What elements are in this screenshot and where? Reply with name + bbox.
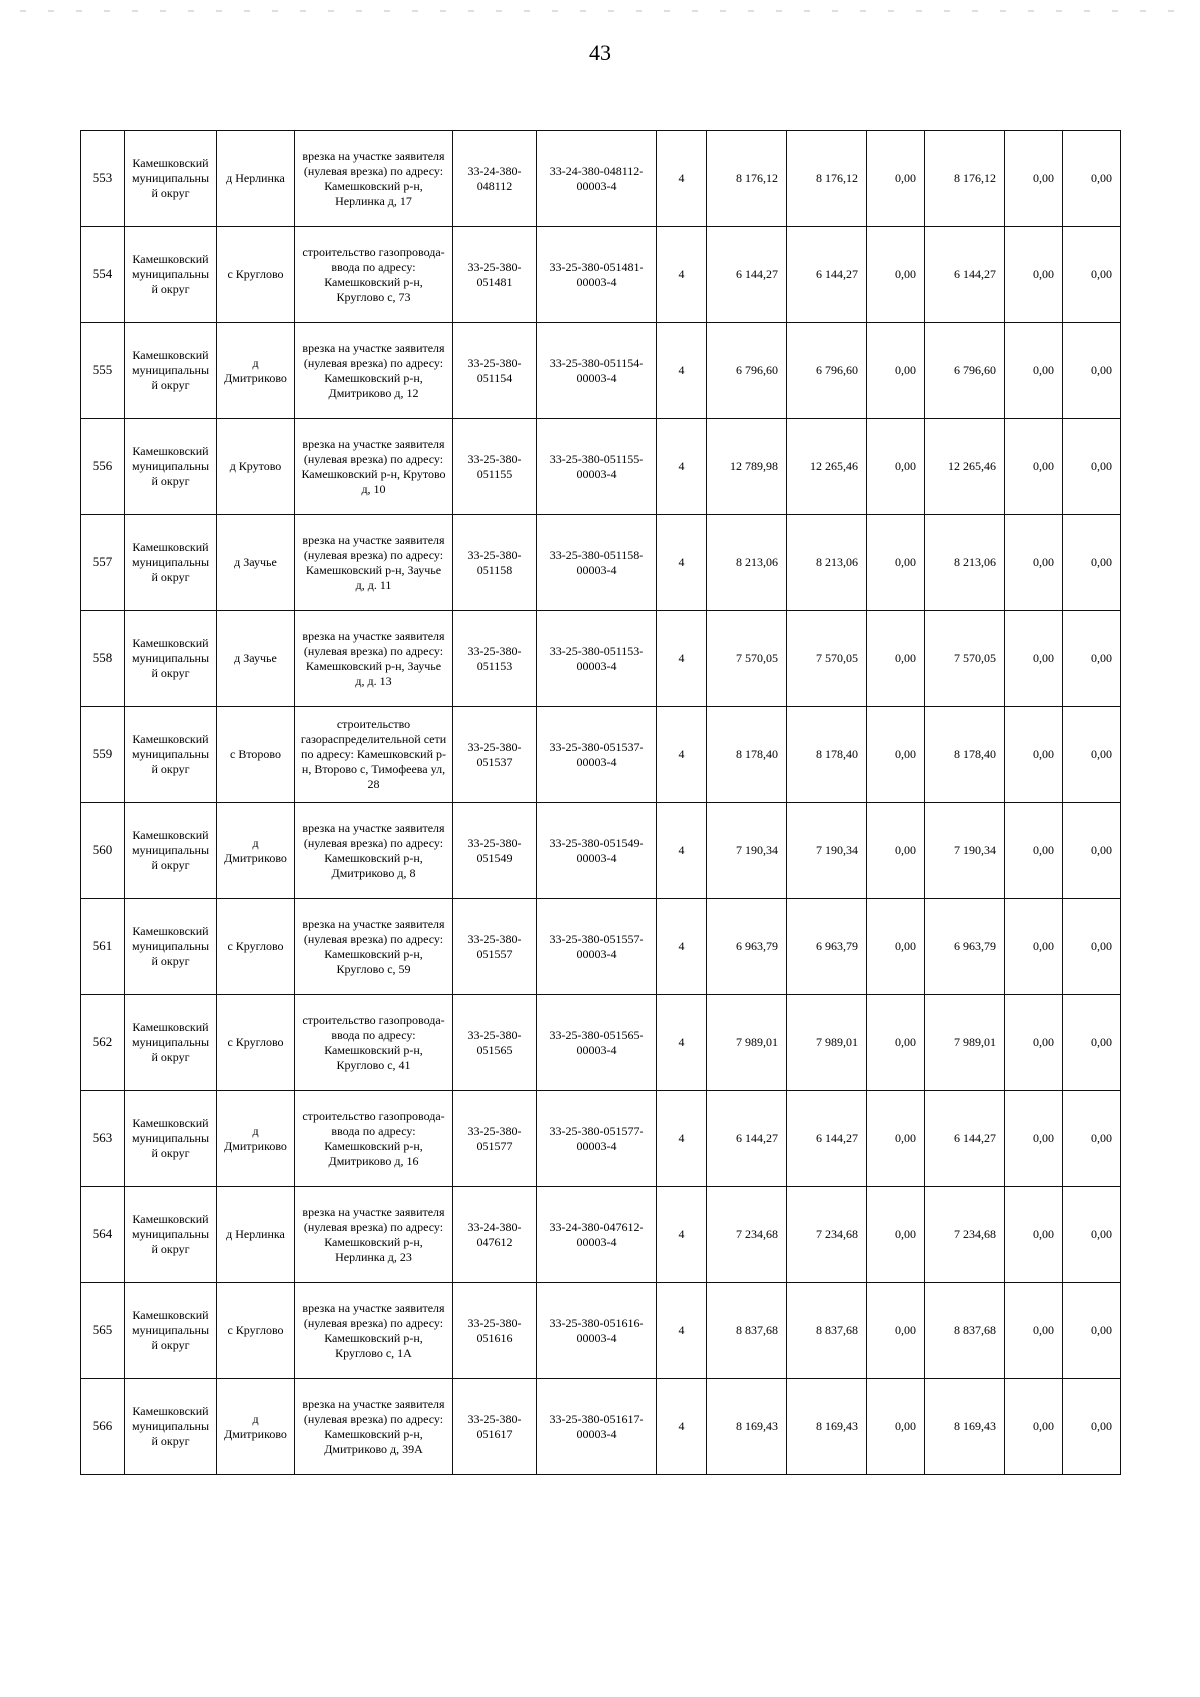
value-6-cell: 0,00 (1063, 803, 1121, 899)
district-cell: Камешковский муниципальный округ (125, 131, 217, 227)
value-2-cell: 8 169,43 (787, 1379, 867, 1475)
description-cell: врезка на участке заявителя (нулевая врезка) по адресу: Камешковский р-н, Крутово д, 10 (295, 419, 453, 515)
page-number: 43 (589, 40, 611, 65)
object-code-cell: 33-25-380-051481 (453, 227, 537, 323)
object-code-cell: 33-25-380-051153 (453, 611, 537, 707)
full-code-cell: 33-25-380-051158-00003-4 (537, 515, 657, 611)
row-number-cell: 553 (81, 131, 125, 227)
row-number-cell: 556 (81, 419, 125, 515)
value-5-cell: 0,00 (1005, 227, 1063, 323)
district-cell: Камешковский муниципальный округ (125, 227, 217, 323)
value-6-cell: 0,00 (1063, 227, 1121, 323)
value-2-cell: 12 265,46 (787, 419, 867, 515)
quantity-cell: 4 (657, 899, 707, 995)
value-4-cell: 8 213,06 (925, 515, 1005, 611)
value-1-cell: 8 176,12 (707, 131, 787, 227)
row-number-cell: 565 (81, 1283, 125, 1379)
description-cell: строительство газораспределительной сети по адресу: Камешковский р-н, Второво с, Тимофеева ул, 28 (295, 707, 453, 803)
value-3-cell: 0,00 (867, 1187, 925, 1283)
row-number-cell: 554 (81, 227, 125, 323)
description-cell: врезка на участке заявителя (нулевая врезка) по адресу: Камешковский р-н, Дмитриково д, 8 (295, 803, 453, 899)
description-cell: врезка на участке заявителя (нулевая врезка) по адресу: Камешковский р-н, Заучье д, д. 13 (295, 611, 453, 707)
value-1-cell: 7 570,05 (707, 611, 787, 707)
value-1-cell: 7 234,68 (707, 1187, 787, 1283)
locality-cell: с Круглово (217, 1283, 295, 1379)
full-code-cell: 33-25-380-051155-00003-4 (537, 419, 657, 515)
value-4-cell: 7 190,34 (925, 803, 1005, 899)
value-3-cell: 0,00 (867, 323, 925, 419)
value-5-cell: 0,00 (1005, 1091, 1063, 1187)
value-1-cell: 8 837,68 (707, 1283, 787, 1379)
value-2-cell: 7 234,68 (787, 1187, 867, 1283)
value-4-cell: 6 144,27 (925, 227, 1005, 323)
value-2-cell: 7 989,01 (787, 995, 867, 1091)
full-code-cell: 33-25-380-051481-00003-4 (537, 227, 657, 323)
quantity-cell: 4 (657, 995, 707, 1091)
value-1-cell: 6 796,60 (707, 323, 787, 419)
description-cell: врезка на участке заявителя (нулевая врезка) по адресу: Камешковский р-н, Дмитриково д, 39А (295, 1379, 453, 1475)
locality-cell: д Дмитриково (217, 1091, 295, 1187)
quantity-cell: 4 (657, 1283, 707, 1379)
value-5-cell: 0,00 (1005, 1283, 1063, 1379)
object-code-cell: 33-25-380-051577 (453, 1091, 537, 1187)
table-row (81, 419, 1121, 515)
locality-cell: д Нерлинка (217, 131, 295, 227)
row-number-cell: 564 (81, 1187, 125, 1283)
value-5-cell: 0,00 (1005, 803, 1063, 899)
quantity-cell: 4 (657, 419, 707, 515)
value-4-cell: 8 837,68 (925, 1283, 1005, 1379)
table-row (81, 227, 1121, 323)
value-4-cell: 7 570,05 (925, 611, 1005, 707)
district-cell: Камешковский муниципальный округ (125, 1187, 217, 1283)
description-cell: врезка на участке заявителя (нулевая врезка) по адресу: Камешковский р-н, Заучье д, д. 11 (295, 515, 453, 611)
value-2-cell: 8 176,12 (787, 131, 867, 227)
quantity-cell: 4 (657, 1187, 707, 1283)
data-table (80, 130, 1121, 1475)
table-row (81, 131, 1121, 227)
value-3-cell: 0,00 (867, 131, 925, 227)
value-5-cell: 0,00 (1005, 1187, 1063, 1283)
value-4-cell: 8 169,43 (925, 1379, 1005, 1475)
quantity-cell: 4 (657, 515, 707, 611)
value-1-cell: 8 178,40 (707, 707, 787, 803)
description-cell: врезка на участке заявителя (нулевая врезка) по адресу: Камешковский р-н, Нерлинка д, 17 (295, 131, 453, 227)
value-1-cell: 6 144,27 (707, 227, 787, 323)
data-table-container (80, 130, 1120, 1475)
value-5-cell: 0,00 (1005, 1379, 1063, 1475)
object-code-cell: 33-25-380-051549 (453, 803, 537, 899)
table-row (81, 803, 1121, 899)
description-cell: строительство газопровода-ввода по адресу: Камешковский р-н, Круглово с, 73 (295, 227, 453, 323)
value-4-cell: 7 234,68 (925, 1187, 1005, 1283)
value-1-cell: 6 144,27 (707, 1091, 787, 1187)
district-cell: Камешковский муниципальный округ (125, 1091, 217, 1187)
value-1-cell: 6 963,79 (707, 899, 787, 995)
description-cell: строительство газопровода-ввода по адресу: Камешковский р-н, Круглово с, 41 (295, 995, 453, 1091)
description-cell: врезка на участке заявителя (нулевая врезка) по адресу: Камешковский р-н, Круглово с, 59 (295, 899, 453, 995)
value-4-cell: 7 989,01 (925, 995, 1005, 1091)
value-4-cell: 6 963,79 (925, 899, 1005, 995)
table-row (81, 1187, 1121, 1283)
locality-cell: д Заучье (217, 611, 295, 707)
value-1-cell: 8 213,06 (707, 515, 787, 611)
full-code-cell: 33-25-380-051577-00003-4 (537, 1091, 657, 1187)
table-row (81, 1091, 1121, 1187)
value-2-cell: 8 837,68 (787, 1283, 867, 1379)
quantity-cell: 4 (657, 707, 707, 803)
full-code-cell: 33-25-380-051565-00003-4 (537, 995, 657, 1091)
description-cell: врезка на участке заявителя (нулевая врезка) по адресу: Камешковский р-н, Дмитриково д, 12 (295, 323, 453, 419)
district-cell: Камешковский муниципальный округ (125, 611, 217, 707)
full-code-cell: 33-24-380-047612-00003-4 (537, 1187, 657, 1283)
full-code-cell: 33-25-380-051549-00003-4 (537, 803, 657, 899)
value-6-cell: 0,00 (1063, 1187, 1121, 1283)
value-3-cell: 0,00 (867, 515, 925, 611)
value-5-cell: 0,00 (1005, 419, 1063, 515)
district-cell: Камешковский муниципальный округ (125, 515, 217, 611)
scan-artifact (20, 10, 1180, 12)
locality-cell: с Круглово (217, 227, 295, 323)
value-6-cell: 0,00 (1063, 1379, 1121, 1475)
row-number-cell: 557 (81, 515, 125, 611)
district-cell: Камешковский муниципальный округ (125, 323, 217, 419)
value-3-cell: 0,00 (867, 995, 925, 1091)
quantity-cell: 4 (657, 1379, 707, 1475)
locality-cell: д Нерлинка (217, 1187, 295, 1283)
district-cell: Камешковский муниципальный округ (125, 1379, 217, 1475)
value-3-cell: 0,00 (867, 1091, 925, 1187)
full-code-cell: 33-24-380-048112-00003-4 (537, 131, 657, 227)
row-number-cell: 560 (81, 803, 125, 899)
value-2-cell: 6 796,60 (787, 323, 867, 419)
value-2-cell: 8 178,40 (787, 707, 867, 803)
object-code-cell: 33-25-380-051158 (453, 515, 537, 611)
value-3-cell: 0,00 (867, 707, 925, 803)
value-3-cell: 0,00 (867, 899, 925, 995)
value-3-cell: 0,00 (867, 419, 925, 515)
locality-cell: д Крутово (217, 419, 295, 515)
district-cell: Камешковский муниципальный округ (125, 803, 217, 899)
value-5-cell: 0,00 (1005, 899, 1063, 995)
object-code-cell: 33-25-380-051565 (453, 995, 537, 1091)
value-5-cell: 0,00 (1005, 515, 1063, 611)
full-code-cell: 33-25-380-051154-00003-4 (537, 323, 657, 419)
row-number-cell: 566 (81, 1379, 125, 1475)
value-3-cell: 0,00 (867, 803, 925, 899)
value-4-cell: 6 796,60 (925, 323, 1005, 419)
value-6-cell: 0,00 (1063, 323, 1121, 419)
row-number-cell: 558 (81, 611, 125, 707)
description-cell: строительство газопровода-ввода по адресу: Камешковский р-н, Дмитриково д, 16 (295, 1091, 453, 1187)
value-2-cell: 6 144,27 (787, 1091, 867, 1187)
table-row (81, 1379, 1121, 1475)
value-6-cell: 0,00 (1063, 1091, 1121, 1187)
value-4-cell: 8 176,12 (925, 131, 1005, 227)
value-6-cell: 0,00 (1063, 419, 1121, 515)
object-code-cell: 33-25-380-051537 (453, 707, 537, 803)
value-5-cell: 0,00 (1005, 323, 1063, 419)
district-cell: Камешковский муниципальный округ (125, 707, 217, 803)
value-5-cell: 0,00 (1005, 995, 1063, 1091)
value-3-cell: 0,00 (867, 1379, 925, 1475)
value-1-cell: 7 190,34 (707, 803, 787, 899)
value-5-cell: 0,00 (1005, 131, 1063, 227)
district-cell: Камешковский муниципальный округ (125, 419, 217, 515)
value-2-cell: 7 190,34 (787, 803, 867, 899)
locality-cell: с Второво (217, 707, 295, 803)
value-1-cell: 7 989,01 (707, 995, 787, 1091)
value-1-cell: 12 789,98 (707, 419, 787, 515)
value-4-cell: 6 144,27 (925, 1091, 1005, 1187)
full-code-cell: 33-25-380-051557-00003-4 (537, 899, 657, 995)
table-row (81, 899, 1121, 995)
value-3-cell: 0,00 (867, 227, 925, 323)
table-row (81, 515, 1121, 611)
value-4-cell: 8 178,40 (925, 707, 1005, 803)
value-4-cell: 12 265,46 (925, 419, 1005, 515)
object-code-cell: 33-24-380-047612 (453, 1187, 537, 1283)
value-6-cell: 0,00 (1063, 995, 1121, 1091)
quantity-cell: 4 (657, 803, 707, 899)
object-code-cell: 33-25-380-051557 (453, 899, 537, 995)
value-2-cell: 6 144,27 (787, 227, 867, 323)
locality-cell: д Заучье (217, 515, 295, 611)
quantity-cell: 4 (657, 227, 707, 323)
value-5-cell: 0,00 (1005, 707, 1063, 803)
quantity-cell: 4 (657, 323, 707, 419)
locality-cell: с Круглово (217, 995, 295, 1091)
value-5-cell: 0,00 (1005, 611, 1063, 707)
locality-cell: д Дмитриково (217, 803, 295, 899)
value-6-cell: 0,00 (1063, 131, 1121, 227)
full-code-cell: 33-25-380-051537-00003-4 (537, 707, 657, 803)
full-code-cell: 33-25-380-051153-00003-4 (537, 611, 657, 707)
value-6-cell: 0,00 (1063, 707, 1121, 803)
table-row (81, 611, 1121, 707)
row-number-cell: 563 (81, 1091, 125, 1187)
locality-cell: с Круглово (217, 899, 295, 995)
value-2-cell: 6 963,79 (787, 899, 867, 995)
object-code-cell: 33-25-380-051616 (453, 1283, 537, 1379)
value-6-cell: 0,00 (1063, 899, 1121, 995)
district-cell: Камешковский муниципальный округ (125, 995, 217, 1091)
quantity-cell: 4 (657, 611, 707, 707)
description-cell: врезка на участке заявителя (нулевая врезка) по адресу: Камешковский р-н, Круглово с, 1А (295, 1283, 453, 1379)
table-row (81, 707, 1121, 803)
table-row (81, 995, 1121, 1091)
row-number-cell: 561 (81, 899, 125, 995)
row-number-cell: 555 (81, 323, 125, 419)
quantity-cell: 4 (657, 131, 707, 227)
value-3-cell: 0,00 (867, 611, 925, 707)
row-number-cell: 559 (81, 707, 125, 803)
row-number-cell: 562 (81, 995, 125, 1091)
object-code-cell: 33-25-380-051617 (453, 1379, 537, 1475)
value-2-cell: 7 570,05 (787, 611, 867, 707)
value-2-cell: 8 213,06 (787, 515, 867, 611)
table-row (81, 1283, 1121, 1379)
full-code-cell: 33-25-380-051616-00003-4 (537, 1283, 657, 1379)
object-code-cell: 33-25-380-051155 (453, 419, 537, 515)
locality-cell: д Дмитриково (217, 1379, 295, 1475)
district-cell: Камешковский муниципальный округ (125, 899, 217, 995)
quantity-cell: 4 (657, 1091, 707, 1187)
table-row (81, 323, 1121, 419)
locality-cell: д Дмитриково (217, 323, 295, 419)
full-code-cell: 33-25-380-051617-00003-4 (537, 1379, 657, 1475)
value-6-cell: 0,00 (1063, 515, 1121, 611)
value-3-cell: 0,00 (867, 1283, 925, 1379)
district-cell: Камешковский муниципальный округ (125, 1283, 217, 1379)
value-1-cell: 8 169,43 (707, 1379, 787, 1475)
description-cell: врезка на участке заявителя (нулевая врезка) по адресу: Камешковский р-н, Нерлинка д, 23 (295, 1187, 453, 1283)
object-code-cell: 33-25-380-051154 (453, 323, 537, 419)
value-6-cell: 0,00 (1063, 611, 1121, 707)
object-code-cell: 33-24-380-048112 (453, 131, 537, 227)
value-6-cell: 0,00 (1063, 1283, 1121, 1379)
